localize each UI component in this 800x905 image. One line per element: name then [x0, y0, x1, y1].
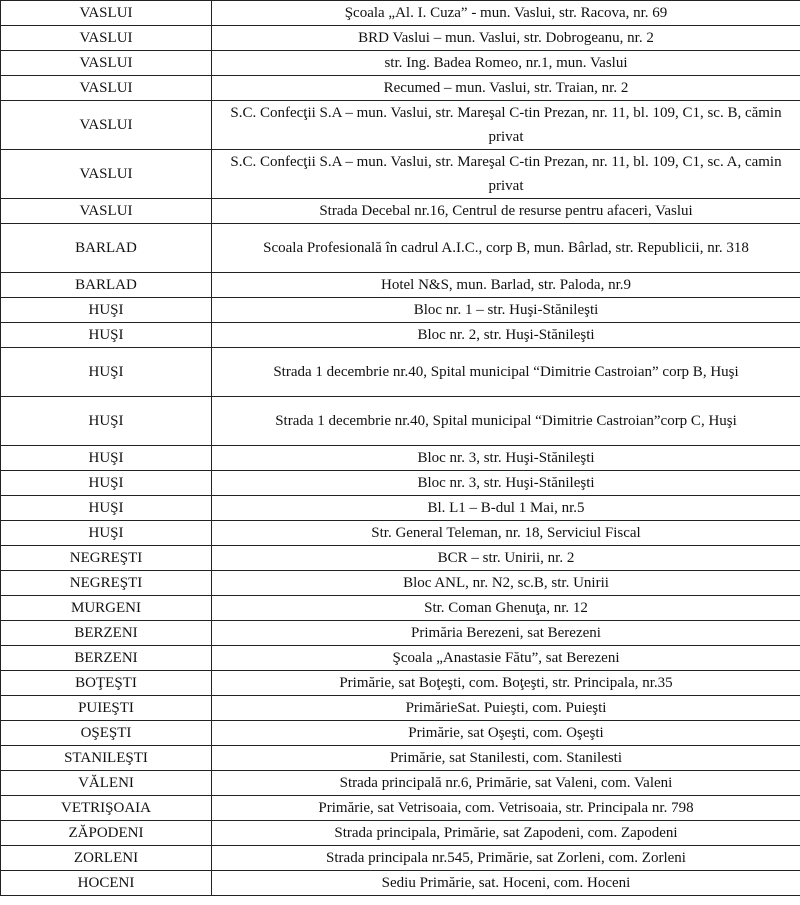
address-cell: Bloc nr. 3, str. Huşi-Stănileşti: [212, 471, 800, 496]
address-cell: Strada principală nr.6, Primărie, sat Valeni, com. Valeni: [212, 771, 800, 796]
locality-cell: MURGENI: [1, 596, 212, 621]
locality-cell: HUŞI: [1, 323, 212, 348]
locality-cell: HUŞI: [1, 348, 212, 397]
table-row: [1, 298, 800, 323]
address-cell: S.C. Confecţii S.A – mun. Vaslui, str. Mareşal C-tin Prezan, nr. 11, bl. 109, C1, sc. B, cămin privat: [212, 101, 800, 150]
locality-cell: BARLAD: [1, 224, 212, 273]
table-row: [1, 671, 800, 696]
address-cell: Hotel N&S, mun. Barlad, str. Paloda, nr.9: [212, 273, 800, 298]
address-cell: S.C. Confecţii S.A – mun. Vaslui, str. Mareşal C-tin Prezan, nr. 11, bl. 109, C1, sc. A, camin privat: [212, 150, 800, 199]
address-cell: BCR – str. Unirii, nr. 2: [212, 546, 800, 571]
address-cell: Strada 1 decembrie nr.40, Spital municipal “Dimitrie Castroian”corp C, Huşi: [212, 397, 800, 446]
locality-cell: OŞEŞTI: [1, 721, 212, 746]
table-row: [1, 150, 800, 199]
address-cell: Bloc ANL, nr. N2, sc.B, str. Unirii: [212, 571, 800, 596]
address-cell: Bl. L1 – B-dul 1 Mai, nr.5: [212, 496, 800, 521]
table-row: [1, 871, 800, 896]
table-row: [1, 521, 800, 546]
address-cell: Bloc nr. 2, str. Huşi-Stănileşti: [212, 323, 800, 348]
locality-cell: VASLUI: [1, 1, 212, 26]
address-cell: Primărie, sat Boţeşti, com. Boţeşti, str. Principala, nr.35: [212, 671, 800, 696]
locality-cell: ZORLENI: [1, 846, 212, 871]
address-cell: Primăria Berezeni, sat Berezeni: [212, 621, 800, 646]
locality-cell: VASLUI: [1, 26, 212, 51]
table-row: [1, 596, 800, 621]
address-cell: Strada 1 decembrie nr.40, Spital municipal “Dimitrie Castroian” corp B, Huşi: [212, 348, 800, 397]
address-cell: Strada principala, Primărie, sat Zapodeni, com. Zapodeni: [212, 821, 800, 846]
locality-cell: VASLUI: [1, 150, 212, 199]
locality-cell: BERZENI: [1, 621, 212, 646]
locality-cell: VĂLENI: [1, 771, 212, 796]
table-row: [1, 26, 800, 51]
locality-cell: VETRIŞOAIA: [1, 796, 212, 821]
table-row: [1, 76, 800, 101]
address-cell: Str. General Teleman, nr. 18, Serviciul Fiscal: [212, 521, 800, 546]
locality-cell: HUŞI: [1, 471, 212, 496]
locality-cell: VASLUI: [1, 199, 212, 224]
address-cell: Recumed – mun. Vaslui, str. Traian, nr. 2: [212, 76, 800, 101]
table-row: [1, 571, 800, 596]
address-cell: Str. Coman Ghenuţa, nr. 12: [212, 596, 800, 621]
address-cell: Primărie, sat Oşeşti, com. Oşeşti: [212, 721, 800, 746]
address-cell: BRD Vaslui – mun. Vaslui, str. Dobrogeanu, nr. 2: [212, 26, 800, 51]
table-row: [1, 446, 800, 471]
table-row: [1, 646, 800, 671]
locality-cell: BOŢEŞTI: [1, 671, 212, 696]
table-row: [1, 51, 800, 76]
locality-cell: HUŞI: [1, 298, 212, 323]
table-row: [1, 348, 800, 397]
table-row: [1, 397, 800, 446]
locality-cell: VASLUI: [1, 76, 212, 101]
table-row: [1, 1, 800, 26]
table-row: [1, 273, 800, 298]
locality-cell: HUŞI: [1, 397, 212, 446]
table-row: [1, 621, 800, 646]
locality-cell: HUŞI: [1, 496, 212, 521]
address-cell: Şcoala „Anastasie Fătu”, sat Berezeni: [212, 646, 800, 671]
table-row: [1, 746, 800, 771]
address-cell: PrimărieSat. Puieşti, com. Puieşti: [212, 696, 800, 721]
locality-cell: NEGREŞTI: [1, 571, 212, 596]
address-cell: Primărie, sat Vetrisoaia, com. Vetrisoaia, str. Principala nr. 798: [212, 796, 800, 821]
address-cell: Strada Decebal nr.16, Centrul de resurse pentru afaceri, Vaslui: [212, 199, 800, 224]
locality-cell: HUŞI: [1, 521, 212, 546]
address-cell: Scoala Profesională în cadrul A.I.C., corp B, mun. Bârlad, str. Republicii, nr. 318: [212, 224, 800, 273]
locality-cell: ZĂPODENI: [1, 821, 212, 846]
locality-cell: VASLUI: [1, 101, 212, 150]
locality-cell: VASLUI: [1, 51, 212, 76]
locality-cell: NEGREŞTI: [1, 546, 212, 571]
address-cell: Sediu Primărie, sat. Hoceni, com. Hoceni: [212, 871, 800, 896]
locality-cell: HOCENI: [1, 871, 212, 896]
table-row: [1, 771, 800, 796]
table-row: [1, 101, 800, 150]
locality-cell: STANILEŞTI: [1, 746, 212, 771]
table-row: [1, 496, 800, 521]
locality-cell: HUŞI: [1, 446, 212, 471]
locality-cell: BARLAD: [1, 273, 212, 298]
table-body: [1, 1, 800, 896]
address-cell: Strada principala nr.545, Primărie, sat Zorleni, com. Zorleni: [212, 846, 800, 871]
table-row: [1, 471, 800, 496]
locality-cell: PUIEŞTI: [1, 696, 212, 721]
table-row: [1, 846, 800, 871]
address-cell: Bloc nr. 1 – str. Huşi-Stănileşti: [212, 298, 800, 323]
address-cell: Şcoala „Al. I. Cuza” - mun. Vaslui, str. Racova, nr. 69: [212, 1, 800, 26]
table-row: [1, 224, 800, 273]
address-cell: Primărie, sat Stanilesti, com. Stanilesti: [212, 746, 800, 771]
table-row: [1, 323, 800, 348]
address-cell: str. Ing. Badea Romeo, nr.1, mun. Vaslui: [212, 51, 800, 76]
table-row: [1, 199, 800, 224]
locality-cell: BERZENI: [1, 646, 212, 671]
table-row: [1, 721, 800, 746]
address-cell: Bloc nr. 3, str. Huşi-Stănileşti: [212, 446, 800, 471]
table-row: [1, 696, 800, 721]
table-row: [1, 821, 800, 846]
table-row: [1, 796, 800, 821]
table-row: [1, 546, 800, 571]
